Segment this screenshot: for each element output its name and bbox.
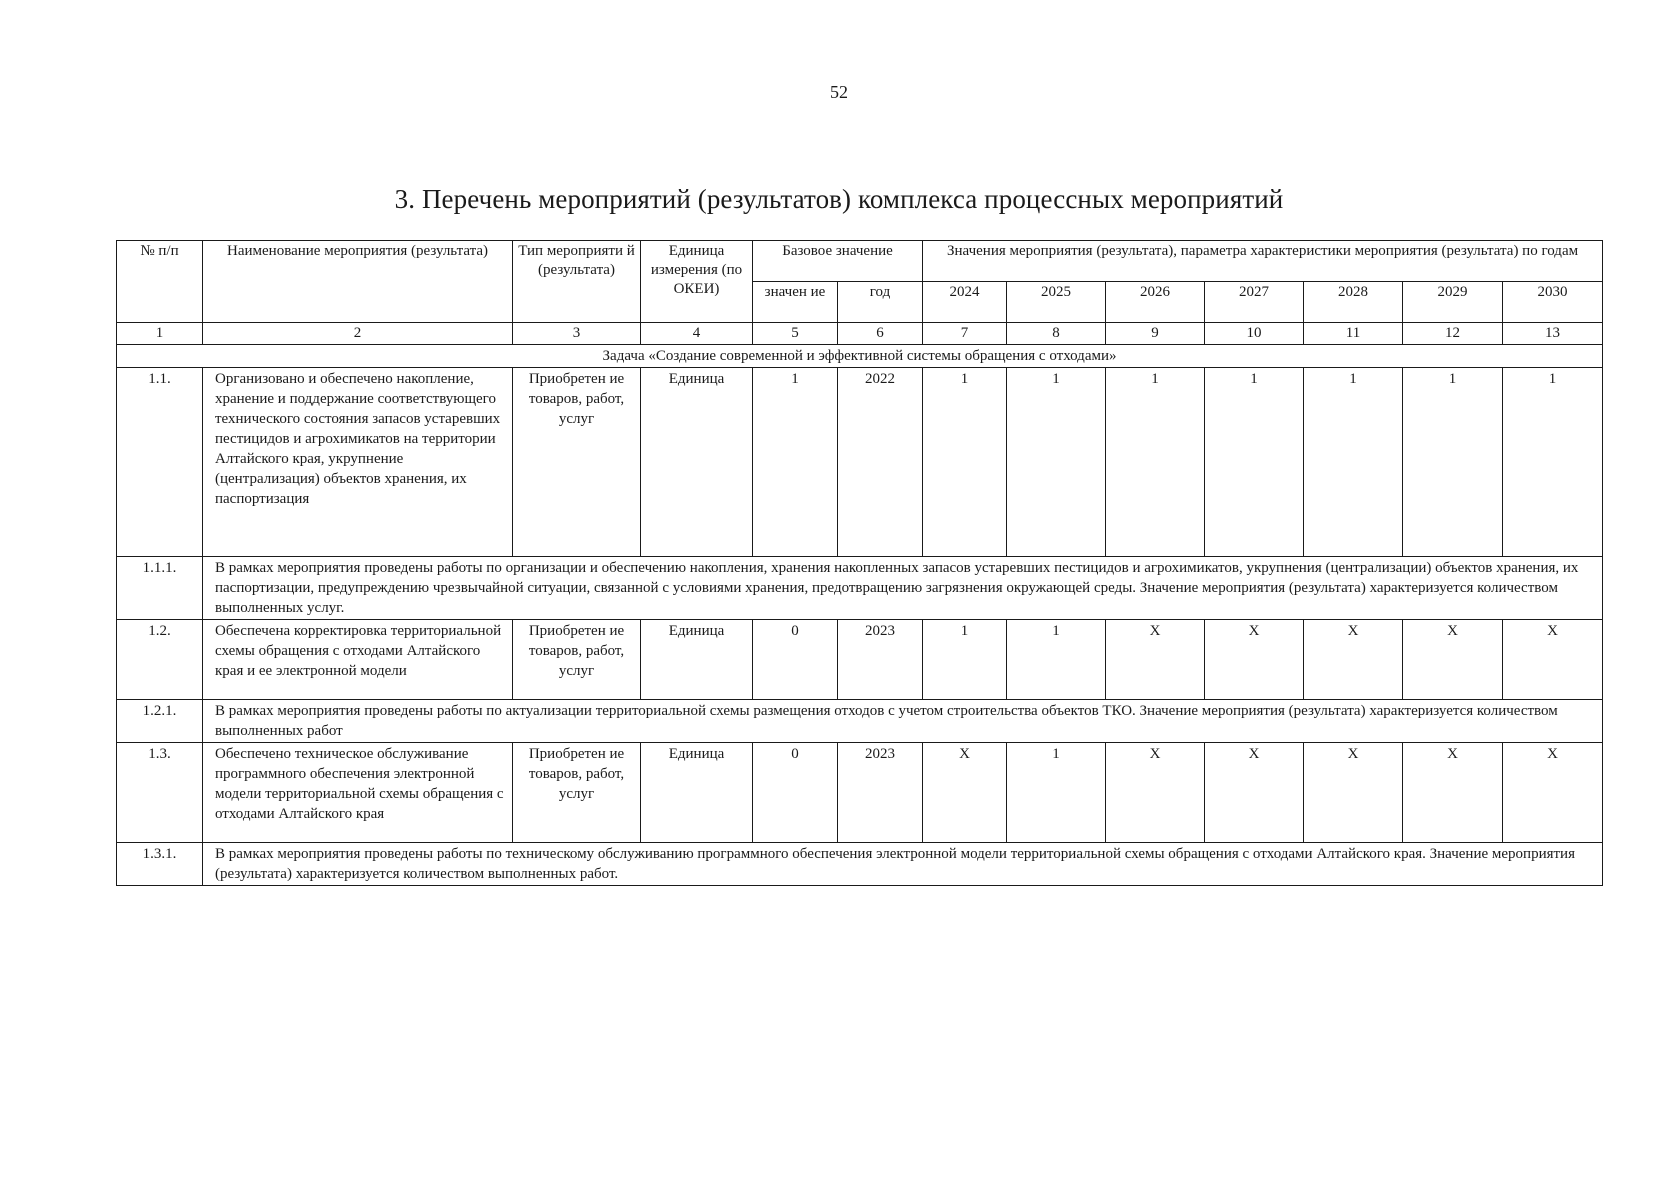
item-base-value: 0 xyxy=(753,620,838,700)
description-text: В рамках мероприятия проведены работы по актуализации территориальной схемы размещения отходов с учетом строительства объектов ТКО. Значение мероприятия (результата) характеризуется количеством выполненных работ xyxy=(203,700,1603,743)
description-num: 1.3.1. xyxy=(117,843,203,886)
item-name: Обеспечено техническое обслуживание программного обеспечения электронной модели территориальной схемы обращения с отходами Алтайского края xyxy=(203,743,513,843)
column-number: 11 xyxy=(1304,323,1403,345)
header-row-1 xyxy=(117,241,1603,282)
item-value-2027: Х xyxy=(1205,620,1304,700)
item-value-2024: 1 xyxy=(923,368,1007,557)
item-base-year: 2023 xyxy=(838,620,923,700)
description-row xyxy=(117,700,1603,743)
item-value-2025: 1 xyxy=(1007,368,1106,557)
item-value-2029: Х xyxy=(1403,743,1503,843)
description-text: В рамках мероприятия проведены работы по организации и обеспечению накопления, хранения накопленных запасов устаревших пестицидов и агрохимикатов, укрупнения (централизации) объектов хранения, их паспортизации, предупреждению чрезвычайной ситуации, связанной с условиями хранения, предотвращению загрязнения окружающей среды. Значение мероприятия (результата) характеризуется количеством выполненных услуг. xyxy=(203,557,1603,620)
column-number: 9 xyxy=(1106,323,1205,345)
item-value-2025: 1 xyxy=(1007,743,1106,843)
description-row xyxy=(117,843,1603,886)
item-base-year: 2023 xyxy=(838,743,923,843)
header-num: № п/п xyxy=(117,241,203,323)
task-title: Задача «Создание современной и эффективной системы обращения с отходами» xyxy=(117,345,1603,368)
header-year: 2027 xyxy=(1205,282,1304,323)
column-number: 4 xyxy=(641,323,753,345)
measures-table xyxy=(116,240,1603,886)
item-unit: Единица xyxy=(641,743,753,843)
description-num: 1.2.1. xyxy=(117,700,203,743)
column-number: 1 xyxy=(117,323,203,345)
item-value-2030: Х xyxy=(1503,743,1603,843)
item-value-2029: Х xyxy=(1403,620,1503,700)
description-row xyxy=(117,557,1603,620)
column-number: 6 xyxy=(838,323,923,345)
item-value-2028: Х xyxy=(1304,743,1403,843)
description-num: 1.1.1. xyxy=(117,557,203,620)
item-value-2028: 1 xyxy=(1304,368,1403,557)
page-number: 52 xyxy=(830,82,848,102)
item-type: Приобретен ие товаров, работ, услуг xyxy=(513,368,641,557)
header-base-year: год xyxy=(838,282,923,323)
header-unit: Единица измерения (по ОКЕИ) xyxy=(641,241,753,323)
task-row xyxy=(117,345,1603,368)
item-value-2026: 1 xyxy=(1106,368,1205,557)
table-row xyxy=(117,743,1603,843)
column-number: 2 xyxy=(203,323,513,345)
column-number: 8 xyxy=(1007,323,1106,345)
header-year: 2029 xyxy=(1403,282,1503,323)
item-base-value: 0 xyxy=(753,743,838,843)
column-number: 12 xyxy=(1403,323,1503,345)
header-type: Тип мероприяти й (результата) xyxy=(513,241,641,323)
item-value-2024: Х xyxy=(923,743,1007,843)
item-num: 1.1. xyxy=(117,368,203,557)
item-name: Организовано и обеспечено накопление, хранение и поддержание соответствующего технического состояния запасов устаревших пестицидов и агрохимикатов на территории Алтайского края, укрупнение (централизация) объектов хранения, их паспортизация xyxy=(203,368,513,557)
table-row xyxy=(117,368,1603,557)
column-number: 13 xyxy=(1503,323,1603,345)
column-number: 3 xyxy=(513,323,641,345)
header-year: 2026 xyxy=(1106,282,1205,323)
item-unit: Единица xyxy=(641,368,753,557)
item-value-2029: 1 xyxy=(1403,368,1503,557)
header-year: 2024 xyxy=(923,282,1007,323)
item-value-2030: Х xyxy=(1503,620,1603,700)
item-value-2024: 1 xyxy=(923,620,1007,700)
item-base-value: 1 xyxy=(753,368,838,557)
item-value-2027: Х xyxy=(1205,743,1304,843)
item-base-year: 2022 xyxy=(838,368,923,557)
item-name: Обеспечена корректировка территориальной схемы обращения с отходами Алтайского края и ее электронной модели xyxy=(203,620,513,700)
table-row xyxy=(117,620,1603,700)
header-year: 2028 xyxy=(1304,282,1403,323)
item-value-2030: 1 xyxy=(1503,368,1603,557)
item-num: 1.3. xyxy=(117,743,203,843)
column-number: 7 xyxy=(923,323,1007,345)
header-values-by-year: Значения мероприятия (результата), параметра характеристики мероприятия (результата) по годам xyxy=(923,241,1603,282)
item-type: Приобретен ие товаров, работ, услуг xyxy=(513,620,641,700)
header-base: Базовое значение xyxy=(753,241,923,282)
header-base-value: значен ие xyxy=(753,282,838,323)
item-value-2027: 1 xyxy=(1205,368,1304,557)
item-type: Приобретен ие товаров, работ, услуг xyxy=(513,743,641,843)
item-value-2026: Х xyxy=(1106,743,1205,843)
header-year: 2030 xyxy=(1503,282,1603,323)
item-value-2025: 1 xyxy=(1007,620,1106,700)
header-year: 2025 xyxy=(1007,282,1106,323)
item-value-2028: Х xyxy=(1304,620,1403,700)
column-number: 5 xyxy=(753,323,838,345)
description-text: В рамках мероприятия проведены работы по техническому обслуживанию программного обеспечения электронной модели территориальной схемы обращения с отходами Алтайского края. Значение мероприятия (результата) характеризуется количеством выполненных работ. xyxy=(203,843,1603,886)
item-num: 1.2. xyxy=(117,620,203,700)
column-number: 10 xyxy=(1205,323,1304,345)
item-value-2026: Х xyxy=(1106,620,1205,700)
column-number-row xyxy=(117,323,1603,345)
header-name: Наименование мероприятия (результата) xyxy=(203,241,513,323)
item-unit: Единица xyxy=(641,620,753,700)
page-title: 3. Перечень мероприятий (результатов) комплекса процессных мероприятий xyxy=(394,184,1284,214)
